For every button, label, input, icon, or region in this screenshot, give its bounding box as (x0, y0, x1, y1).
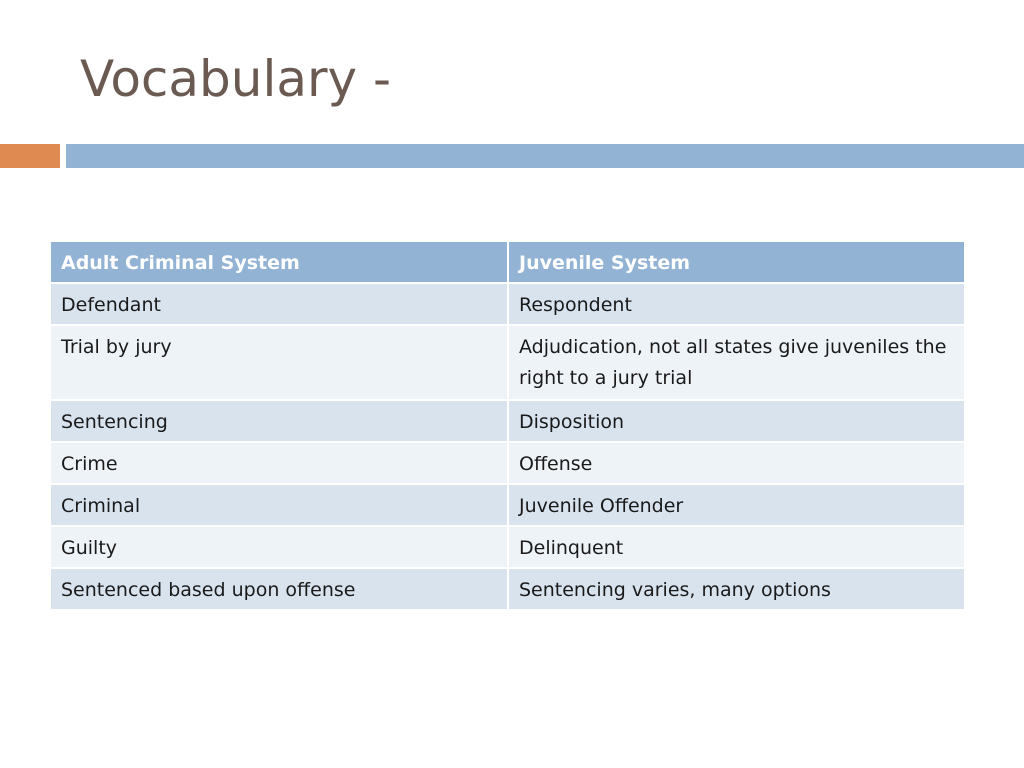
table-row (51, 527, 964, 569)
vocabulary-table (51, 242, 964, 611)
table-row (51, 485, 964, 527)
adult-term: Sentencing (51, 401, 507, 443)
header-juvenile-system: Juvenile System (507, 242, 964, 284)
accent-bar-orange (0, 144, 60, 168)
juvenile-term: Disposition (507, 401, 964, 443)
juvenile-term: Offense (507, 443, 964, 485)
juvenile-term: Adjudication, not all states give juveniles the right to a jury trial (507, 326, 964, 401)
header-adult-criminal-system: Adult Criminal System (51, 242, 507, 284)
adult-term: Sentenced based upon offense (51, 569, 507, 611)
juvenile-term: Juvenile Offender (507, 485, 964, 527)
adult-term: Trial by jury (51, 326, 507, 401)
table-row (51, 284, 964, 326)
slide-title: Vocabulary - (80, 50, 392, 108)
table-row (51, 326, 964, 401)
adult-term: Criminal (51, 485, 507, 527)
juvenile-term: Delinquent (507, 527, 964, 569)
juvenile-term: Sentencing varies, many options (507, 569, 964, 611)
table-header-row (51, 242, 964, 284)
accent-bar-blue (66, 144, 1024, 168)
table-row (51, 401, 964, 443)
table-row (51, 443, 964, 485)
adult-term: Defendant (51, 284, 507, 326)
juvenile-term: Respondent (507, 284, 964, 326)
table-row (51, 569, 964, 611)
adult-term: Guilty (51, 527, 507, 569)
adult-term: Crime (51, 443, 507, 485)
